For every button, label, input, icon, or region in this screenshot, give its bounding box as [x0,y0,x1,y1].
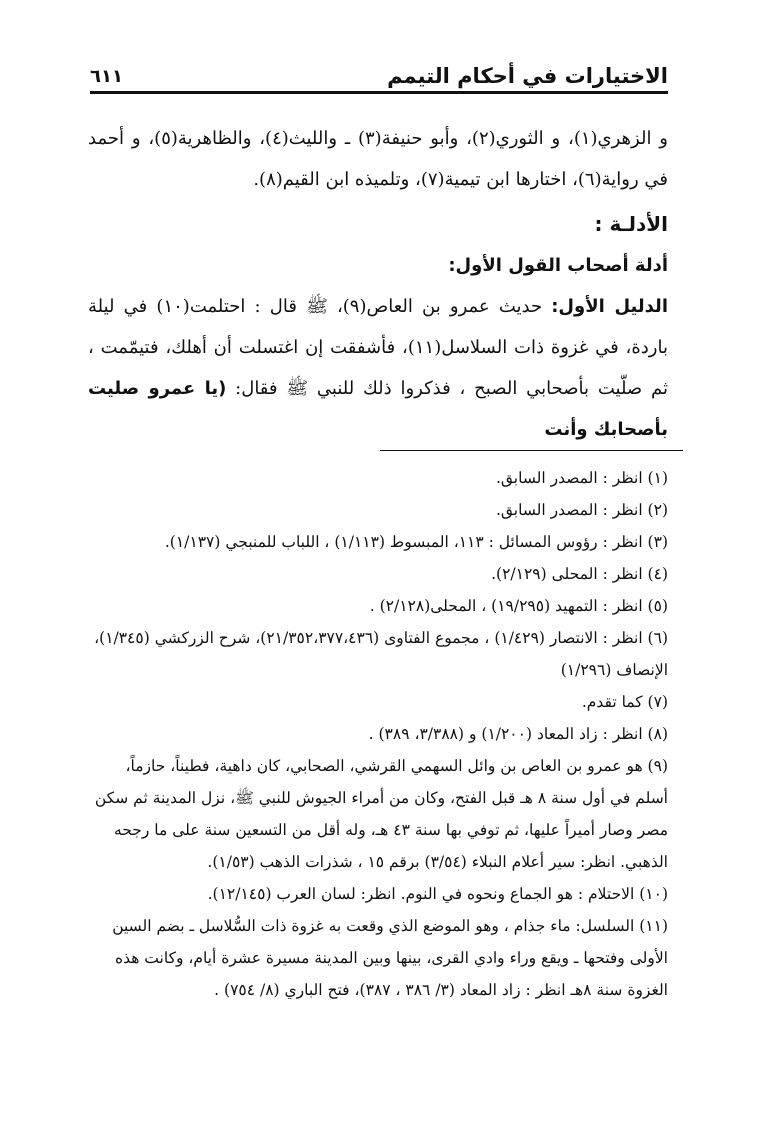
hadith-narration: حديث عمرو بن العاص(٩)، ﷺ قال : احتلمت(١٠) في ليلة باردة، في غزوة ذات السلاسل(١١)، فأشفقت إن اغتسلت أن أهلك، فتيمّمت ، ثم صلّيت بأصحابي الصبح ، فذكروا ذلك للنبي ﷺ فقال: [88,296,668,399]
footnote: (٧) كما تقدم. [581,693,668,711]
footnote: (١١) السلسل: ماء جذام ، وهو الموضع الذي وقعت به غزوة ذات السُّلاسل ـ بضم السين الأولى وفتحها ـ ويقع وراء وادي القرى، بينها وبين المدينة مسيرة عشرة أيام، وكانت هذه الغزوة سنة ٨هـ انظر : زاد المعاد (٣/ ٣٨٦ ، ٣٨٧)، فتح الباري (٨/ ٧٥٤) . [112,917,668,999]
footnotes [92,462,668,1006]
footnote: (٢) انظر : المصدر السابق. [495,501,668,519]
footnote: (٥) انظر : التمهيد (١٩/٢٩٥) ، المحلى(٢/١٢٨) . [369,597,668,615]
first-evidence-paragraph [88,286,668,450]
opinions-paragraph: و الزهري(١)، و الثوري(٢)، وأبو حنيفة(٣) ـ والليث(٤)، والظاهرية(٥)، و أحمد في رواية(٦)، اختارها ابن تيمية(٧)، وتلميذه ابن القيم(٨). [88,128,668,190]
first-opinion-heading: أدلة أصحاب القول الأول: [448,255,668,276]
page-number: ٦١١ [90,66,123,87]
hadith-quote: (يا عمرو صليت بأصحابك وأنت [88,378,668,440]
running-title: الاختيارات في أحكام التيمم [387,64,668,88]
main-text [88,118,668,450]
footnote: (٨) انظر : زاد المعاد (١/٢٠٠) و (٣/٣٨٨، ٣٨٩) . [368,725,668,743]
footnote: (٦) انظر : الانتصار (١/٤٢٩) ، مجموع الفتاوى (٢١/٣٥٢،٣٧٧،٤٣٦)، شرح الزركشي (١/٣٤٥)، الإنصاف (١/٢٩٦) [94,629,668,679]
footnote: (١) انظر : المصدر السابق. [495,469,668,487]
header-divider [90,91,668,94]
footnote: (٣) انظر : رؤوس المسائل : ١١٣، المبسوط (١/١١٣) ، اللباب للمنبجي (١/١٣٧). [164,533,668,551]
running-header [90,54,668,94]
footnote: (١٠) الاحتلام : هو الجماع ونحوه في النوم. انظر: لسان العرب (١٢/١٤٥). [207,885,668,903]
footnote: (٤) انظر : المحلى (٢/١٢٩). [491,565,668,583]
evidence-heading: الأدلـة : [594,212,668,236]
footnote-divider [380,450,683,451]
first-evidence-label: الدليل الأول: [551,296,668,317]
footnote: (٩) هو عمرو بن العاص بن وائل السهمي القرشي، الصحابي، كان داهية، فطيناً، حازماً، أسلم في أول سنة ٨ هـ قبل الفتح، وكان من أمراء الجيوش للنبي ﷺ، نزل المدينة ثم سكن مصر وصار أميراً عليها، ثم توفي بها سنة ٤٣ هـ، وله أقل من التسعين سنة على ما رجحه الذهبي. انظر: سير أعلام النبلاء (٣/٥٤) برقم ١٥ ، شذرات الذهب (١/٥٣). [94,757,668,871]
